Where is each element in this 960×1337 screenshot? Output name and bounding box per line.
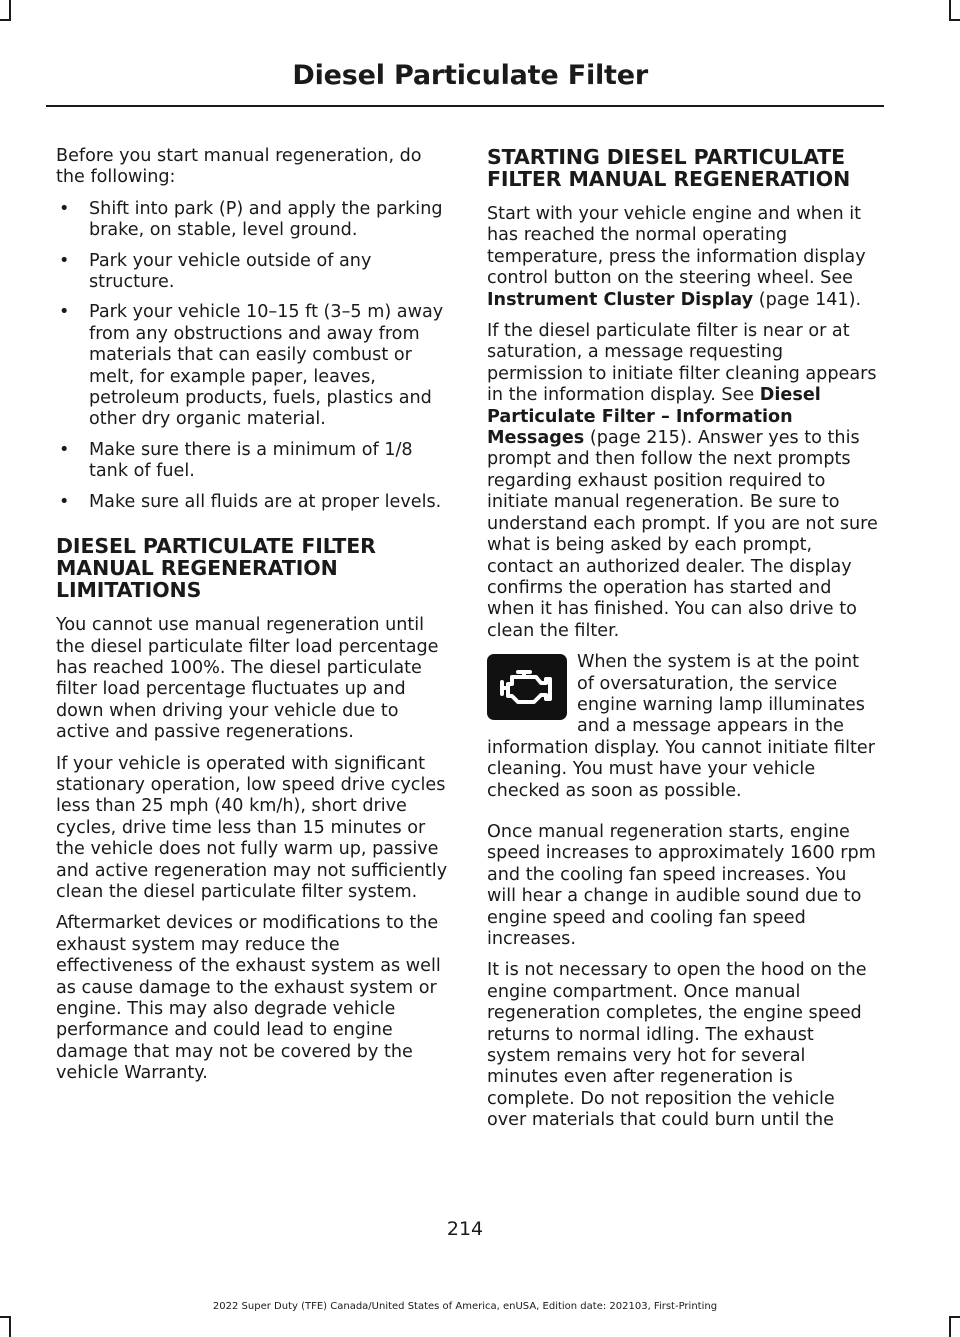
body-paragraph xyxy=(487,321,879,642)
list-item xyxy=(56,251,448,294)
crop-mark xyxy=(949,19,960,21)
crop-mark xyxy=(0,19,11,21)
limitations-paragraph: You cannot use manual regeneration until the diesel particulate filter load percentage has reached 100%. The diesel particulate filter load percentage fluctuates up and down when driving your vehicle due to active and passive regenerations. xyxy=(56,615,439,743)
page-reference: (page 215). xyxy=(584,428,693,449)
list-item xyxy=(56,302,448,430)
right-column xyxy=(487,146,879,1142)
crop-mark xyxy=(949,1316,960,1318)
xref-instrument-cluster-display[interactable]: Instrument Cluster Display xyxy=(487,289,754,310)
paragraph-text: If the diesel particulate filter is near or at saturation, a message requesting permission to initiate filter cleaning appears in the information display. See xyxy=(487,321,877,406)
bullet-glyph: • xyxy=(59,250,70,271)
bullet-glyph: • xyxy=(59,491,70,512)
list-item xyxy=(56,199,448,242)
paragraph-text: Answer yes to this prompt and then follow the next prompts regarding exhaust position required to initiate manual regeneration. Be sure to understand each prompt. If you are not sure what is being asked by each prompt, contact an authorized dealer. The display confirms the operation has started and when it has finished. You can also drive to clean the filter. xyxy=(487,428,878,641)
body-paragraph xyxy=(487,204,879,311)
crop-mark xyxy=(949,0,951,20)
preparation-list xyxy=(56,199,448,513)
paragraph-text: Start with your vehicle engine and when it has reached the normal operating temperature, press the information display control button on the steering wheel. See xyxy=(487,204,866,289)
list-item-text: Make sure there is a minimum of 1/8 tank of fuel. xyxy=(89,439,413,482)
list-item-text: Park your vehicle 10–15 ft (3–5 m) away from any obstructions and away from materials that can easily combust or melt, for example paper, leaves, petroleum products, fuels, plastics and other dry organic material. xyxy=(89,302,444,430)
page-number: 214 xyxy=(446,1218,484,1240)
list-item-text: Park your vehicle outside of any structure. xyxy=(89,250,372,293)
list-item-text: Make sure all fluids are at proper levels. xyxy=(89,491,442,512)
intro-paragraph: Before you start manual regeneration, do the following: xyxy=(56,146,422,188)
crop-mark xyxy=(9,0,11,20)
crop-mark xyxy=(9,1316,11,1337)
paragraph-text: When the system is at the point of oversaturation, the service engine warning lamp illuminates and a message appears in the information display. You cannot initiate filter cleaning. You must have your vehicle checked as soon as possible. xyxy=(487,652,875,801)
limitations-paragraph: Aftermarket devices or modifications to the exhaust system may reduce the effectiveness of the exhaust system as well as cause damage to the exhaust system or engine. This may also degrade vehicle performance and could lead to engine damage that may not be covered by the vehicle Warranty. xyxy=(56,913,441,1084)
bullet-glyph: • xyxy=(59,198,70,219)
engine-warning-icon xyxy=(487,654,567,720)
list-item xyxy=(56,492,448,513)
limitations-heading: DIESEL PARTICULATE FILTER MANUAL REGENERATION LIMITATIONS xyxy=(56,534,376,603)
left-column xyxy=(56,146,448,1095)
starting-heading: STARTING DIESEL PARTICULATE FILTER MANUAL REGENERATION xyxy=(487,145,851,191)
list-item xyxy=(56,440,448,483)
page-reference: (page 141). xyxy=(753,289,862,310)
header-divider xyxy=(46,105,884,107)
bullet-glyph: • xyxy=(59,302,70,323)
crop-mark xyxy=(949,1316,951,1337)
body-paragraph: It is not necessary to open the hood on the engine compartment. Once manual regeneration completes, the engine speed returns to normal idling. The exhaust system remains very hot for several minutes even after regeneration is complete. Do not reposition the vehicle over materials that could burn until the xyxy=(487,960,867,1131)
xref-dpf-information-messages[interactable]: Diesel Particulate Filter – Information Messages xyxy=(487,385,821,449)
limitations-paragraph: If your vehicle is operated with significant stationary operation, low speed drive cycles less than 25 mph (40 km/h), short drive cycles, drive time less than 15 minutes or the vehicle does not fully warm up, passive and active regeneration may not sufficiently clean the diesel particulate filter system. xyxy=(56,753,448,902)
body-paragraph: Once manual regeneration starts, engine speed increases to approximately 1600 rpm and the cooling fan speed increases. You will hear a change in audible sound due to engine speed and cooling fan speed increases. xyxy=(487,821,876,949)
page-title: Diesel Particulate Filter xyxy=(292,60,648,91)
footer-edition: 2022 Super Duty (TFE) Canada/United States of America, enUSA, Edition date: 202103, First-Printing xyxy=(212,1301,718,1312)
list-item-text: Shift into park (P) and apply the parking brake, on stable, level ground. xyxy=(89,198,443,241)
body-paragraph xyxy=(487,652,879,802)
bullet-glyph: • xyxy=(59,439,70,460)
crop-mark xyxy=(0,1316,11,1318)
